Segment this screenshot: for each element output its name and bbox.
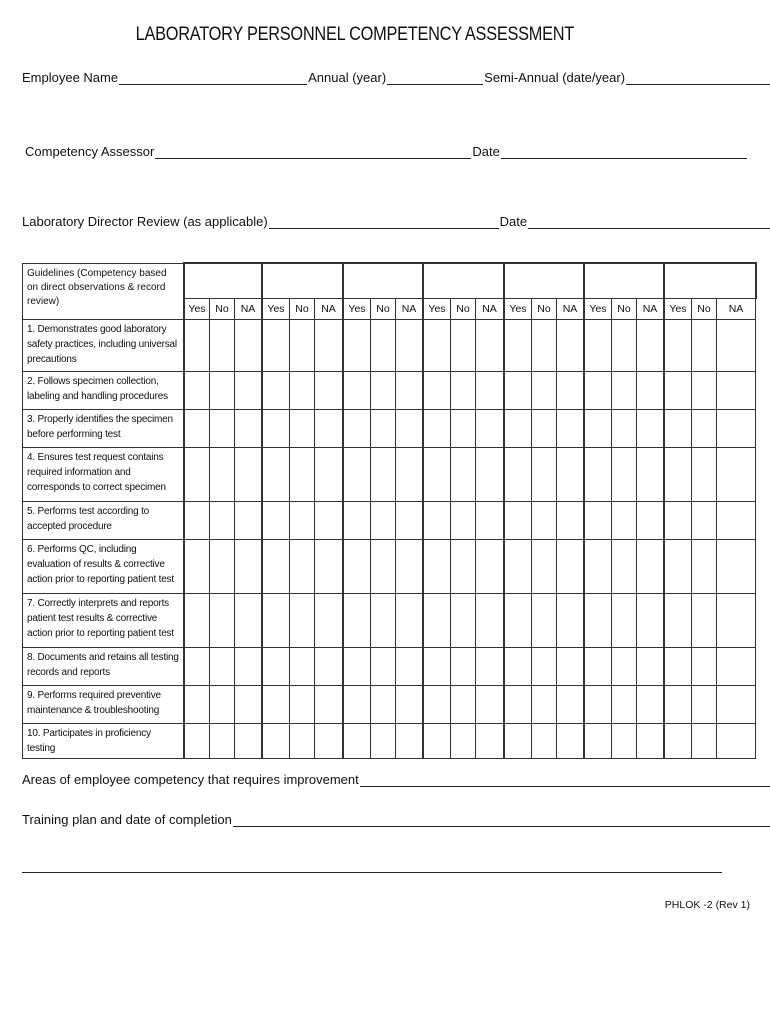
checkbox-cell[interactable]	[184, 320, 210, 372]
checkbox-cell[interactable]	[637, 724, 665, 759]
checkbox-cell[interactable]	[612, 410, 637, 448]
checkbox-cell[interactable]	[235, 448, 263, 502]
checkbox-cell[interactable]	[612, 372, 637, 410]
checkbox-cell[interactable]	[612, 502, 637, 540]
col-header-no: No	[451, 299, 476, 320]
checkbox-cell[interactable]	[262, 724, 290, 759]
assessment-group-7[interactable]	[664, 263, 756, 299]
checkbox-cell[interactable]	[664, 594, 692, 648]
col-header-na: NA	[637, 299, 665, 320]
checkbox-cell[interactable]	[396, 448, 424, 502]
checkbox-cell[interactable]	[476, 448, 505, 502]
checkbox-cell[interactable]	[504, 502, 532, 540]
checkbox-cell[interactable]	[557, 320, 585, 372]
director-label: Laboratory Director Review (as applicable)	[22, 214, 268, 229]
checkbox-cell[interactable]	[315, 410, 344, 448]
checkbox-cell[interactable]	[664, 724, 692, 759]
checkbox-cell[interactable]	[184, 686, 210, 724]
col-header-no: No	[612, 299, 637, 320]
checkbox-cell[interactable]	[210, 448, 235, 502]
checkbox-cell[interactable]	[584, 448, 612, 502]
checkbox-cell[interactable]	[717, 686, 756, 724]
checkbox-cell[interactable]	[210, 410, 235, 448]
criterion-label: 4. Ensures test request contains required information and corresponds to correct specimen	[23, 448, 185, 502]
checkbox-cell[interactable]	[184, 724, 210, 759]
checkbox-cell[interactable]	[423, 502, 451, 540]
training-row	[22, 812, 770, 827]
checkbox-cell[interactable]	[210, 320, 235, 372]
checkbox-cell[interactable]	[262, 686, 290, 724]
checkbox-cell[interactable]	[184, 410, 210, 448]
col-header-no: No	[371, 299, 396, 320]
col-header-yes: Yes	[504, 299, 532, 320]
checkbox-cell[interactable]	[423, 410, 451, 448]
checkbox-cell[interactable]	[717, 320, 756, 372]
checkbox-cell[interactable]	[423, 448, 451, 502]
competency-table	[22, 262, 757, 759]
checkbox-cell[interactable]	[423, 724, 451, 759]
checkbox-cell[interactable]	[692, 686, 717, 724]
criterion-row	[23, 320, 756, 372]
checkbox-cell[interactable]	[692, 724, 717, 759]
checkbox-cell[interactable]	[637, 686, 665, 724]
checkbox-cell[interactable]	[637, 448, 665, 502]
col-header-no: No	[290, 299, 315, 320]
checkbox-cell[interactable]	[476, 686, 505, 724]
checkbox-cell[interactable]	[262, 502, 290, 540]
checkbox-cell[interactable]	[532, 686, 557, 724]
date-label-2: Date	[499, 214, 528, 229]
date-label-1: Date	[472, 144, 500, 159]
checkbox-cell[interactable]	[717, 594, 756, 648]
improvement-field[interactable]	[360, 774, 770, 787]
checkbox-cell[interactable]	[532, 320, 557, 372]
checkbox-cell[interactable]	[584, 594, 612, 648]
checkbox-cell[interactable]	[717, 648, 756, 686]
assessor-field[interactable]	[155, 146, 471, 159]
checkbox-cell[interactable]	[584, 320, 612, 372]
checkbox-cell[interactable]	[476, 594, 505, 648]
criterion-label: 3. Properly identifies the specimen before performing test	[23, 410, 185, 448]
assessor-label: Competency Assessor	[25, 144, 155, 159]
checkbox-cell[interactable]	[692, 648, 717, 686]
checkbox-cell[interactable]	[692, 320, 717, 372]
checkbox-cell[interactable]	[612, 648, 637, 686]
col-header-yes: Yes	[262, 299, 290, 320]
checkbox-cell[interactable]	[290, 448, 315, 502]
checkbox-cell[interactable]	[343, 540, 371, 594]
checkbox-cell[interactable]	[290, 540, 315, 594]
checkbox-cell[interactable]	[532, 448, 557, 502]
checkbox-cell[interactable]	[717, 410, 756, 448]
checkbox-cell[interactable]	[290, 502, 315, 540]
criterion-label: 5. Performs test according to accepted procedure	[23, 502, 185, 540]
checkbox-cell[interactable]	[315, 648, 344, 686]
checkbox-cell[interactable]	[343, 320, 371, 372]
checkbox-cell[interactable]	[396, 594, 424, 648]
checkbox-cell[interactable]	[235, 594, 263, 648]
checkbox-cell[interactable]	[423, 594, 451, 648]
training-field[interactable]	[233, 814, 770, 827]
criterion-row	[23, 540, 756, 594]
checkbox-cell[interactable]	[557, 724, 585, 759]
checkbox-cell[interactable]	[504, 448, 532, 502]
checkbox-cell[interactable]	[262, 594, 290, 648]
checkbox-cell[interactable]	[423, 540, 451, 594]
checkbox-cell[interactable]	[235, 372, 263, 410]
checkbox-cell[interactable]	[692, 410, 717, 448]
checkbox-cell[interactable]	[184, 594, 210, 648]
checkbox-cell[interactable]	[637, 410, 665, 448]
checkbox-cell[interactable]	[343, 502, 371, 540]
checkbox-cell[interactable]	[557, 410, 585, 448]
checkbox-cell[interactable]	[504, 724, 532, 759]
col-header-no: No	[692, 299, 717, 320]
checkbox-cell[interactable]	[184, 540, 210, 594]
col-header-yes: Yes	[664, 299, 692, 320]
checkbox-cell[interactable]	[584, 648, 612, 686]
col-header-yes: Yes	[343, 299, 371, 320]
checkbox-cell[interactable]	[262, 320, 290, 372]
employee-name-field[interactable]	[119, 72, 307, 85]
checkbox-cell[interactable]	[423, 648, 451, 686]
checkbox-cell[interactable]	[584, 686, 612, 724]
employee-name-label: Employee Name	[22, 70, 119, 85]
assessment-group-2[interactable]	[262, 263, 343, 299]
checkbox-cell[interactable]	[584, 502, 612, 540]
checkbox-cell[interactable]	[396, 372, 424, 410]
checkbox-cell[interactable]	[612, 686, 637, 724]
checkbox-cell[interactable]	[371, 686, 396, 724]
criterion-row	[23, 686, 756, 724]
checkbox-cell[interactable]	[396, 540, 424, 594]
checkbox-cell[interactable]	[290, 648, 315, 686]
checkbox-cell[interactable]	[371, 648, 396, 686]
checkbox-cell[interactable]	[532, 594, 557, 648]
checkbox-cell[interactable]	[612, 724, 637, 759]
checkbox-cell[interactable]	[343, 594, 371, 648]
checkbox-cell[interactable]	[315, 686, 344, 724]
checkbox-cell[interactable]	[290, 594, 315, 648]
checkbox-cell[interactable]	[371, 502, 396, 540]
improvement-row	[22, 772, 770, 787]
col-header-yes: Yes	[423, 299, 451, 320]
checkbox-cell[interactable]	[476, 502, 505, 540]
checkbox-cell[interactable]	[557, 594, 585, 648]
checkbox-cell[interactable]	[451, 540, 476, 594]
checkbox-cell[interactable]	[692, 540, 717, 594]
col-header-na: NA	[717, 299, 756, 320]
checkbox-cell[interactable]	[343, 686, 371, 724]
annual-field[interactable]	[387, 72, 483, 85]
checkbox-cell[interactable]	[262, 648, 290, 686]
employee-row	[22, 70, 770, 85]
director-row	[22, 214, 770, 229]
checkbox-cell[interactable]	[612, 320, 637, 372]
assessor-row	[25, 144, 748, 159]
checkbox-cell[interactable]	[290, 372, 315, 410]
checkbox-cell[interactable]	[504, 540, 532, 594]
col-header-na: NA	[557, 299, 585, 320]
checkbox-cell[interactable]	[371, 448, 396, 502]
checkbox-cell[interactable]	[637, 372, 665, 410]
checkbox-cell[interactable]	[532, 540, 557, 594]
checkbox-cell[interactable]	[692, 502, 717, 540]
checkbox-cell[interactable]	[451, 502, 476, 540]
criterion-label: 1. Demonstrates good laboratory safety practices, including universal precautions	[23, 320, 185, 372]
checkbox-cell[interactable]	[664, 502, 692, 540]
checkbox-cell[interactable]	[692, 448, 717, 502]
criterion-row	[23, 410, 756, 448]
checkbox-cell[interactable]	[371, 410, 396, 448]
checkbox-cell[interactable]	[290, 686, 315, 724]
checkbox-cell[interactable]	[476, 372, 505, 410]
checkbox-cell[interactable]	[451, 410, 476, 448]
col-header-yes: Yes	[584, 299, 612, 320]
checkbox-cell[interactable]	[396, 502, 424, 540]
improvement-label: Areas of employee competency that requires improvement	[22, 772, 359, 787]
checkbox-cell[interactable]	[371, 594, 396, 648]
checkbox-cell[interactable]	[315, 502, 344, 540]
guidelines-header: Guidelines (Competency based on direct observations & record review)	[23, 263, 185, 320]
checkbox-cell[interactable]	[210, 648, 235, 686]
checkbox-cell[interactable]	[532, 410, 557, 448]
criteria-body	[23, 320, 756, 759]
checkbox-cell[interactable]	[423, 320, 451, 372]
checkbox-cell[interactable]	[396, 410, 424, 448]
checkbox-cell[interactable]	[451, 372, 476, 410]
checkbox-cell[interactable]	[262, 448, 290, 502]
checkbox-cell[interactable]	[557, 540, 585, 594]
form-reference: PHLOK -2 (Rev 1)	[664, 899, 750, 911]
checkbox-cell[interactable]	[637, 594, 665, 648]
checkbox-cell[interactable]	[423, 686, 451, 724]
checkbox-cell[interactable]	[396, 648, 424, 686]
director-field[interactable]	[269, 216, 499, 229]
checkbox-cell[interactable]	[504, 372, 532, 410]
checkbox-cell[interactable]	[612, 540, 637, 594]
checkbox-cell[interactable]	[717, 502, 756, 540]
checkbox-cell[interactable]	[371, 724, 396, 759]
checkbox-cell[interactable]	[584, 540, 612, 594]
checkbox-cell[interactable]	[532, 724, 557, 759]
checkbox-cell[interactable]	[664, 540, 692, 594]
checkbox-cell[interactable]	[343, 724, 371, 759]
checkbox-cell[interactable]	[532, 648, 557, 686]
checkbox-cell[interactable]	[717, 724, 756, 759]
checkbox-cell[interactable]	[584, 372, 612, 410]
checkbox-cell[interactable]	[210, 502, 235, 540]
assessment-group-5[interactable]	[504, 263, 584, 299]
checkbox-cell[interactable]	[315, 540, 344, 594]
assessment-group-6[interactable]	[584, 263, 664, 299]
checkbox-cell[interactable]	[476, 320, 505, 372]
checkbox-cell[interactable]	[476, 410, 505, 448]
checkbox-cell[interactable]	[371, 372, 396, 410]
criterion-row	[23, 502, 756, 540]
criterion-label: 10. Participates in proficiency testing	[23, 724, 185, 759]
criterion-label: 8. Documents and retains all testing records and reports	[23, 648, 185, 686]
checkbox-cell[interactable]	[315, 594, 344, 648]
checkbox-cell[interactable]	[290, 724, 315, 759]
checkbox-cell[interactable]	[184, 648, 210, 686]
checkbox-cell[interactable]	[184, 502, 210, 540]
checkbox-cell[interactable]	[262, 410, 290, 448]
checkbox-cell[interactable]	[235, 686, 263, 724]
col-header-yes: Yes	[184, 299, 210, 320]
checkbox-cell[interactable]	[476, 648, 505, 686]
checkbox-cell[interactable]	[664, 448, 692, 502]
criterion-label: 6. Performs QC, including evaluation of results & corrective action prior to reporting patient test	[23, 540, 185, 594]
col-header-na: NA	[476, 299, 505, 320]
checkbox-cell[interactable]	[451, 320, 476, 372]
checkbox-cell[interactable]	[612, 448, 637, 502]
checkbox-cell[interactable]	[315, 724, 344, 759]
checkbox-cell[interactable]	[235, 502, 263, 540]
checkbox-cell[interactable]	[290, 320, 315, 372]
checkbox-cell[interactable]	[343, 448, 371, 502]
col-header-na: NA	[315, 299, 344, 320]
training-label: Training plan and date of completion	[22, 812, 232, 827]
checkbox-cell[interactable]	[664, 410, 692, 448]
checkbox-cell[interactable]	[532, 502, 557, 540]
checkbox-cell[interactable]	[612, 594, 637, 648]
semi-annual-label: Semi-Annual (date/year)	[484, 70, 626, 85]
assessment-group-3[interactable]	[343, 263, 423, 299]
checkbox-cell[interactable]	[262, 540, 290, 594]
checkbox-cell[interactable]	[476, 540, 505, 594]
criterion-row	[23, 594, 756, 648]
col-header-na: NA	[396, 299, 424, 320]
checkbox-cell[interactable]	[210, 724, 235, 759]
checkbox-cell[interactable]	[532, 372, 557, 410]
checkbox-cell[interactable]	[451, 594, 476, 648]
checkbox-cell[interactable]	[290, 410, 315, 448]
checkbox-cell[interactable]	[451, 686, 476, 724]
checkbox-cell[interactable]	[584, 724, 612, 759]
checkbox-cell[interactable]	[315, 372, 344, 410]
checkbox-cell[interactable]	[692, 594, 717, 648]
checkbox-cell[interactable]	[235, 540, 263, 594]
checkbox-cell[interactable]	[315, 448, 344, 502]
checkbox-cell[interactable]	[315, 320, 344, 372]
checkbox-cell[interactable]	[210, 372, 235, 410]
checkbox-cell[interactable]	[557, 648, 585, 686]
checkbox-cell[interactable]	[343, 372, 371, 410]
checkbox-cell[interactable]	[557, 502, 585, 540]
checkbox-cell[interactable]	[637, 320, 665, 372]
checkbox-cell[interactable]	[451, 724, 476, 759]
col-header-no: No	[532, 299, 557, 320]
criterion-label: 2. Follows specimen collection, labeling and handling procedures	[23, 372, 185, 410]
criterion-label: 9. Performs required preventive maintenance & troubleshooting	[23, 686, 185, 724]
checkbox-cell[interactable]	[343, 410, 371, 448]
checkbox-cell[interactable]	[423, 372, 451, 410]
date-field-2[interactable]	[528, 216, 770, 229]
checkbox-cell[interactable]	[235, 648, 263, 686]
checkbox-cell[interactable]	[504, 686, 532, 724]
checkbox-cell[interactable]	[664, 648, 692, 686]
checkbox-cell[interactable]	[717, 372, 756, 410]
checkbox-cell[interactable]	[637, 502, 665, 540]
checkbox-cell[interactable]	[557, 448, 585, 502]
checkbox-cell[interactable]	[210, 540, 235, 594]
checkbox-cell[interactable]	[504, 410, 532, 448]
col-header-no: No	[210, 299, 235, 320]
criterion-row	[23, 372, 756, 410]
checkbox-cell[interactable]	[371, 540, 396, 594]
criterion-row	[23, 448, 756, 502]
checkbox-cell[interactable]	[262, 372, 290, 410]
date-field-1[interactable]	[501, 146, 747, 159]
checkbox-cell[interactable]	[235, 320, 263, 372]
checkbox-cell[interactable]	[557, 372, 585, 410]
assessment-group-4[interactable]	[423, 263, 504, 299]
checkbox-cell[interactable]	[584, 410, 612, 448]
criterion-row	[23, 724, 756, 759]
checkbox-cell[interactable]	[371, 320, 396, 372]
checkbox-cell[interactable]	[692, 372, 717, 410]
criterion-row	[23, 648, 756, 686]
checkbox-cell[interactable]	[184, 372, 210, 410]
checkbox-cell[interactable]	[664, 320, 692, 372]
checkbox-cell[interactable]	[451, 648, 476, 686]
checkbox-cell[interactable]	[476, 724, 505, 759]
checkbox-cell[interactable]	[210, 594, 235, 648]
checkbox-cell[interactable]	[235, 410, 263, 448]
checkbox-cell[interactable]	[396, 320, 424, 372]
checkbox-cell[interactable]	[235, 724, 263, 759]
checkbox-cell[interactable]	[637, 648, 665, 686]
assessment-group-1[interactable]	[184, 263, 262, 299]
checkbox-cell[interactable]	[717, 448, 756, 502]
criterion-label: 7. Correctly interprets and reports patient test results & corrective action prior to reporting patient test	[23, 594, 185, 648]
checkbox-cell[interactable]	[210, 686, 235, 724]
semi-annual-field[interactable]	[626, 72, 770, 85]
annual-label: Annual (year)	[308, 70, 387, 85]
checkbox-cell[interactable]	[664, 686, 692, 724]
checkbox-cell[interactable]	[396, 686, 424, 724]
checkbox-cell[interactable]	[637, 540, 665, 594]
checkbox-cell[interactable]	[396, 724, 424, 759]
checkbox-cell[interactable]	[343, 648, 371, 686]
checkbox-cell[interactable]	[504, 320, 532, 372]
col-header-na: NA	[235, 299, 263, 320]
checkbox-cell[interactable]	[664, 372, 692, 410]
checkbox-cell[interactable]	[717, 540, 756, 594]
checkbox-cell[interactable]	[184, 448, 210, 502]
page-title: LABORATORY PERSONNEL COMPETENCY ASSESSMENT	[135, 24, 575, 45]
additional-notes-line[interactable]	[22, 872, 722, 873]
checkbox-cell[interactable]	[504, 648, 532, 686]
checkbox-cell[interactable]	[557, 686, 585, 724]
checkbox-cell[interactable]	[451, 448, 476, 502]
checkbox-cell[interactable]	[504, 594, 532, 648]
